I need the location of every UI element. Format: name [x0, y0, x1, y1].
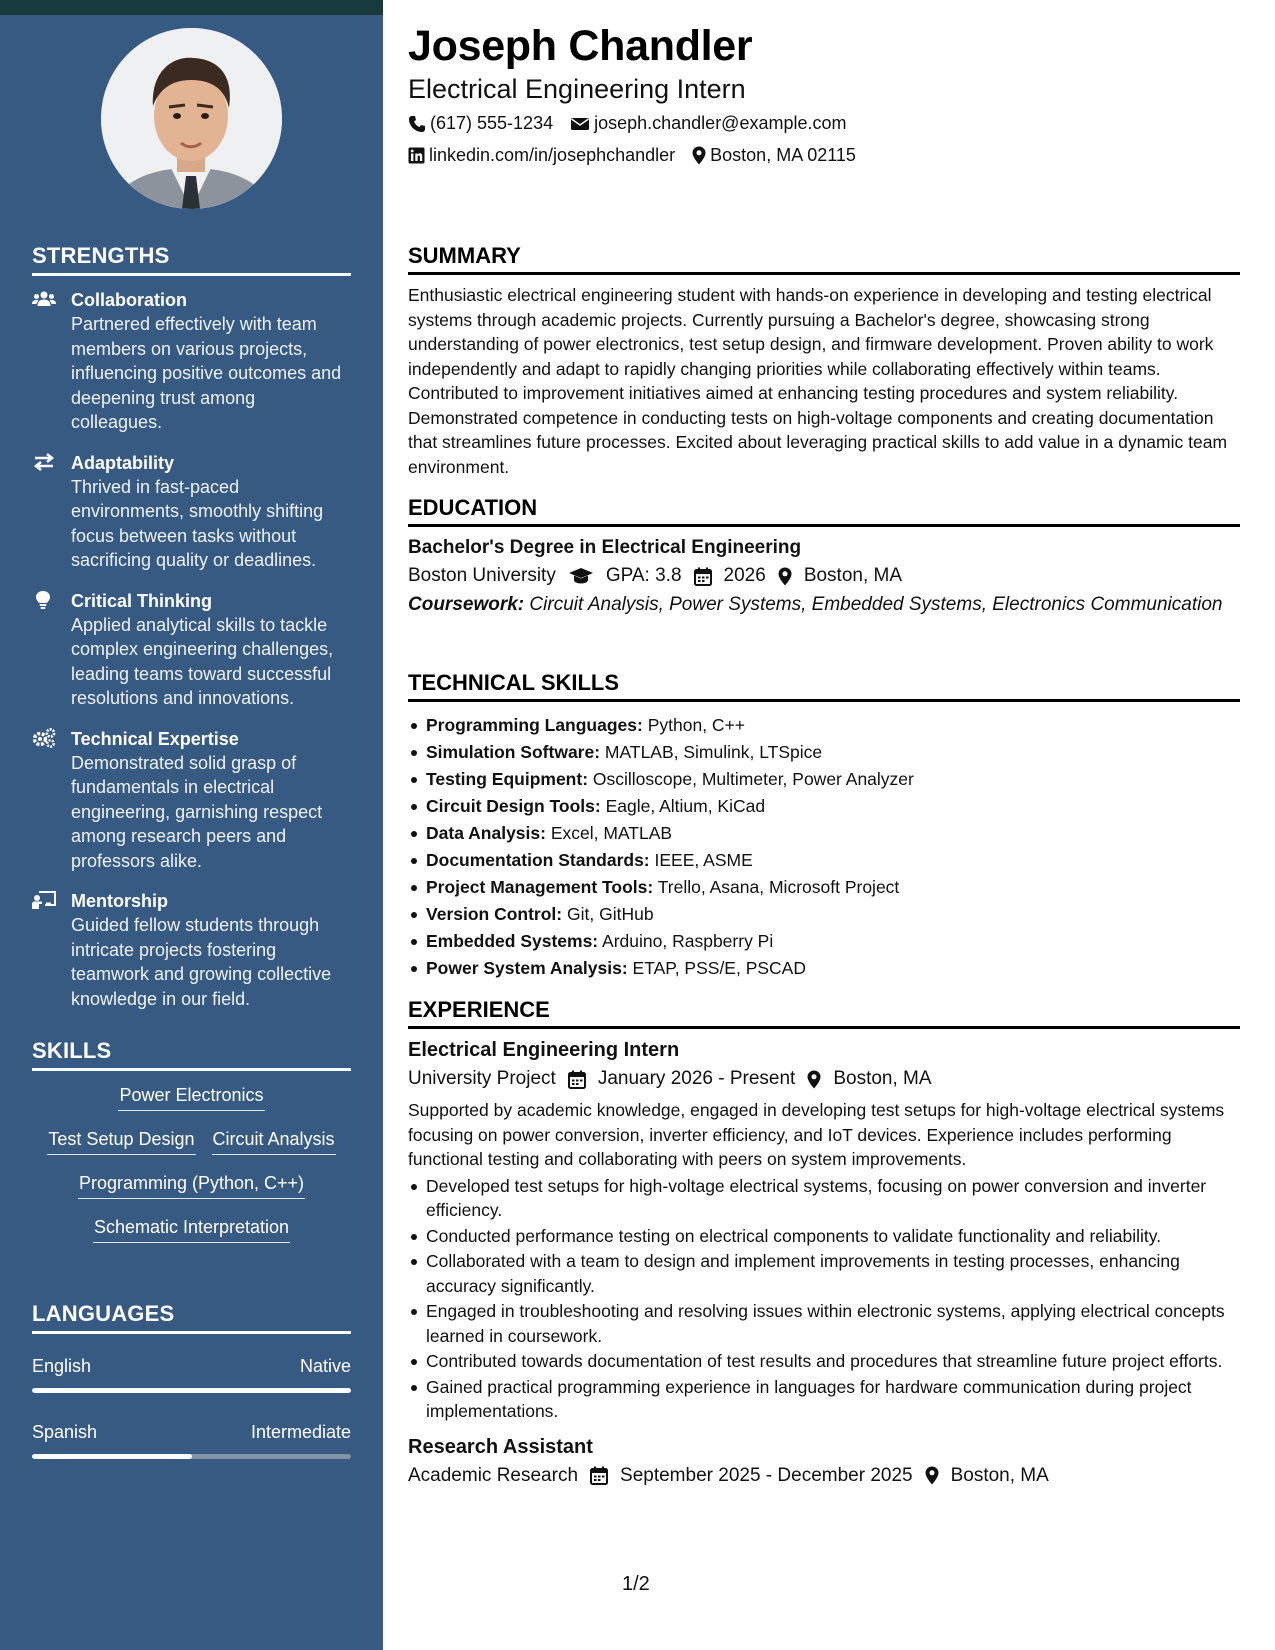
- sidebar: [0, 0, 383, 1650]
- experience-item: [408, 1039, 1240, 1424]
- contact-phone: (617) 555-1234: [408, 113, 553, 134]
- strengths-list: [32, 288, 351, 1011]
- strengths-section: [32, 243, 351, 1011]
- education-coursework: [408, 593, 1240, 617]
- list-item: Documentation Standards: IEEE, ASME: [408, 847, 1240, 874]
- list-item: Contributed towards documentation of test results and procedures that streamline future project efforts.: [408, 1349, 1240, 1374]
- summary-text: Enthusiastic electrical engineering student with hands-on experience in developing and testing electrical systems through academic projects. Currently pursuing a Bachelor's degree, showcasing strong understanding of power electronics, test setup design, and firmware development. Proven ability to work independently and adapt to rapidly changing priorities while collaborating effectively within teams. Contributed to improvement initiatives aimed at enhancing testing procedures and system reliability. Demonstrated competence in conducting tests on high-voltage components and creating documentation that streamlines future processes. Excited about leveraging practical skills to add value in a dynamic team environment.: [408, 285, 1228, 477]
- education-section: [408, 495, 1240, 617]
- contact-email[interactable]: joseph.chandler@example.com: [570, 113, 846, 134]
- skill-tag: Circuit Analysis: [212, 1127, 336, 1155]
- strength-item: [32, 288, 351, 435]
- strength-description: Thrived in fast-paced environments, smoothly shifting focus between tasks without sacrificing quality or deadlines.: [71, 476, 324, 570]
- list-item: Project Management Tools: Trello, Asana, Microsoft Project: [408, 874, 1240, 901]
- job-title: Research Assistant: [408, 1435, 593, 1458]
- strength-item: [32, 589, 351, 711]
- list-item: Embedded Systems: Arduino, Raspberry Pi: [408, 928, 1240, 955]
- summary-heading: SUMMARY: [408, 243, 1240, 275]
- education-location: Boston, MA: [803, 565, 903, 586]
- list-item: Version Control: Git, GitHub: [408, 901, 1240, 928]
- skill-tag: Schematic Interpretation: [93, 1215, 290, 1243]
- strength-description: Applied analytical skills to tackle complex engineering challenges, leading teams toward successful resolutions and innovations.: [71, 614, 334, 708]
- exchange-icon: [32, 452, 56, 472]
- calendar-icon: [694, 567, 712, 586]
- strengths-heading: STRENGTHS: [32, 243, 351, 276]
- coursework-list: Circuit Analysis, Power Systems, Embedded Systems, Electronics Communication: [529, 594, 1223, 615]
- list-item: Programming Languages: Python, C++: [408, 712, 1240, 739]
- languages-section: [32, 1301, 351, 1459]
- list-item: Simulation Software: MATLAB, Simulink, LTSpice: [408, 739, 1240, 766]
- sidebar-top-bar: [0, 0, 383, 15]
- skills-section: [32, 1038, 351, 1259]
- strength-title: Collaboration: [71, 290, 187, 310]
- list-item: Testing Equipment: Oscilloscope, Multimeter, Power Analyzer: [408, 766, 1240, 793]
- job-meta: [408, 1068, 1240, 1090]
- calendar-icon: [568, 1070, 586, 1089]
- job-bullets: [408, 1174, 1240, 1424]
- list-item: Conducted performance testing on electrical components to validate functionality and reliability.: [408, 1224, 1240, 1249]
- strength-title: Mentorship: [71, 891, 168, 911]
- list-item: Data Analysis: Excel, MATLAB: [408, 820, 1240, 847]
- experience-item: [408, 1436, 1240, 1487]
- language-proficiency-bar: [32, 1454, 351, 1459]
- skills-tags: [32, 1071, 351, 1243]
- strength-title: Adaptability: [71, 452, 175, 473]
- skill-tag: Programming (Python, C++): [78, 1171, 305, 1199]
- language-item: [32, 1354, 351, 1393]
- languages-heading: LANGUAGES: [32, 1301, 351, 1334]
- gears-icon: [32, 728, 56, 748]
- education-meta: [408, 565, 1240, 587]
- job-organization: Academic Research: [408, 1464, 579, 1486]
- language-level: Native: [299, 1356, 351, 1376]
- page-number: 1/2: [622, 1573, 650, 1595]
- map-marker-icon: [807, 1070, 821, 1089]
- list-item: Collaborated with a team to design and implement improvements in testing processes, enhancing accuracy significantly.: [408, 1249, 1240, 1298]
- job-description: Supported by academic knowledge, engaged in developing test setups for high-voltage electrical systems focusing on power conversion, inverter efficiency, and IoT devices. Experience includes performing functional testing and collaborating with peers on system improvements.: [408, 1100, 1225, 1169]
- list-item: Developed test setups for high-voltage electrical systems, focusing on power conversion and inverter efficiency.: [408, 1174, 1240, 1223]
- technical-skills-list: [408, 712, 1240, 982]
- strength-title: Critical Thinking: [71, 590, 213, 611]
- avatar: [101, 28, 282, 209]
- strength-item: [32, 451, 351, 573]
- skill-tag: Test Setup Design: [47, 1127, 195, 1155]
- list-item: Circuit Design Tools: Eagle, Altium, KiCad: [408, 793, 1240, 820]
- job-location: Boston, MA: [950, 1464, 1049, 1486]
- experience-heading: EXPERIENCE: [408, 997, 1240, 1029]
- contact-linkedin[interactable]: linkedin.com/in/josephchandler: [408, 145, 675, 166]
- map-marker-icon: [925, 1466, 939, 1485]
- strength-item: [32, 727, 351, 874]
- language-name: English: [32, 1356, 92, 1376]
- job-meta: [408, 1465, 1240, 1487]
- education-gpa: GPA: 3.8: [605, 565, 682, 586]
- list-item: Engaged in troubleshooting and resolving issues within electronic systems, applying electrical concepts learned in coursework.: [408, 1299, 1240, 1348]
- technical-skills-section: [408, 670, 1240, 982]
- list-item: Power System Analysis: ETAP, PSS/E, PSCAD: [408, 955, 1240, 982]
- lightbulb-icon: [32, 590, 56, 610]
- education-heading: EDUCATION: [408, 495, 1240, 527]
- language-item: [32, 1420, 351, 1459]
- graduation-cap-icon: [568, 567, 594, 585]
- job-dates: September 2025 - December 2025: [620, 1464, 913, 1486]
- strength-item: [32, 889, 351, 1011]
- skills-heading: SKILLS: [32, 1038, 351, 1071]
- calendar-icon: [590, 1466, 608, 1485]
- phone-icon: [408, 115, 426, 133]
- job-organization: University Project: [408, 1068, 556, 1089]
- coursework-label: Coursework:: [408, 594, 525, 615]
- candidate-name: Joseph Chandler: [408, 22, 753, 70]
- avatar-photo: [101, 28, 282, 209]
- users-icon: [32, 289, 56, 309]
- education-year: 2026: [723, 565, 766, 586]
- contact-line-2: [408, 145, 873, 166]
- job-location: Boston, MA: [833, 1068, 932, 1089]
- linkedin-icon: [408, 147, 425, 164]
- experience-section: [408, 997, 1240, 1487]
- language-proficiency-bar: [32, 1388, 351, 1393]
- technical-skills-heading: TECHNICAL SKILLS: [408, 670, 1240, 702]
- candidate-headline: Electrical Engineering Intern: [408, 74, 746, 104]
- contact-location: Boston, MA 02115: [692, 145, 856, 166]
- strength-description: Partnered effectively with team members on various projects, influencing positive outcomes and deepening trust among colleagues.: [71, 314, 342, 432]
- strength-title: Technical Expertise: [71, 728, 239, 749]
- contact-line-1: [408, 113, 864, 134]
- envelope-icon: [570, 116, 590, 132]
- map-marker-icon: [692, 146, 706, 165]
- job-dates: January 2026 - Present: [597, 1068, 796, 1089]
- skill-tag: Power Electronics: [118, 1083, 264, 1111]
- language-proficiency-fill: [32, 1388, 351, 1393]
- list-item: Gained practical programming experience in languages for hardware communication during project implementations.: [408, 1375, 1240, 1424]
- language-proficiency-fill: [32, 1454, 192, 1459]
- chalkboard-teacher-icon: [32, 890, 56, 910]
- language-level: Intermediate: [250, 1422, 351, 1442]
- strength-description: Demonstrated solid grasp of fundamentals in electrical engineering, garnishing respect among research peers and professors alike.: [71, 752, 323, 871]
- education-degree: Bachelor's Degree in Electrical Engineering: [408, 537, 802, 558]
- language-name: Spanish: [32, 1422, 98, 1442]
- map-marker-icon: [778, 567, 792, 586]
- summary-section: [408, 243, 1240, 479]
- education-school: Boston University: [408, 565, 556, 586]
- job-title: Electrical Engineering Intern: [408, 1039, 680, 1061]
- strength-description: Guided fellow students through intricate projects fostering teamwork and growing collective knowledge in our field.: [71, 915, 332, 1009]
